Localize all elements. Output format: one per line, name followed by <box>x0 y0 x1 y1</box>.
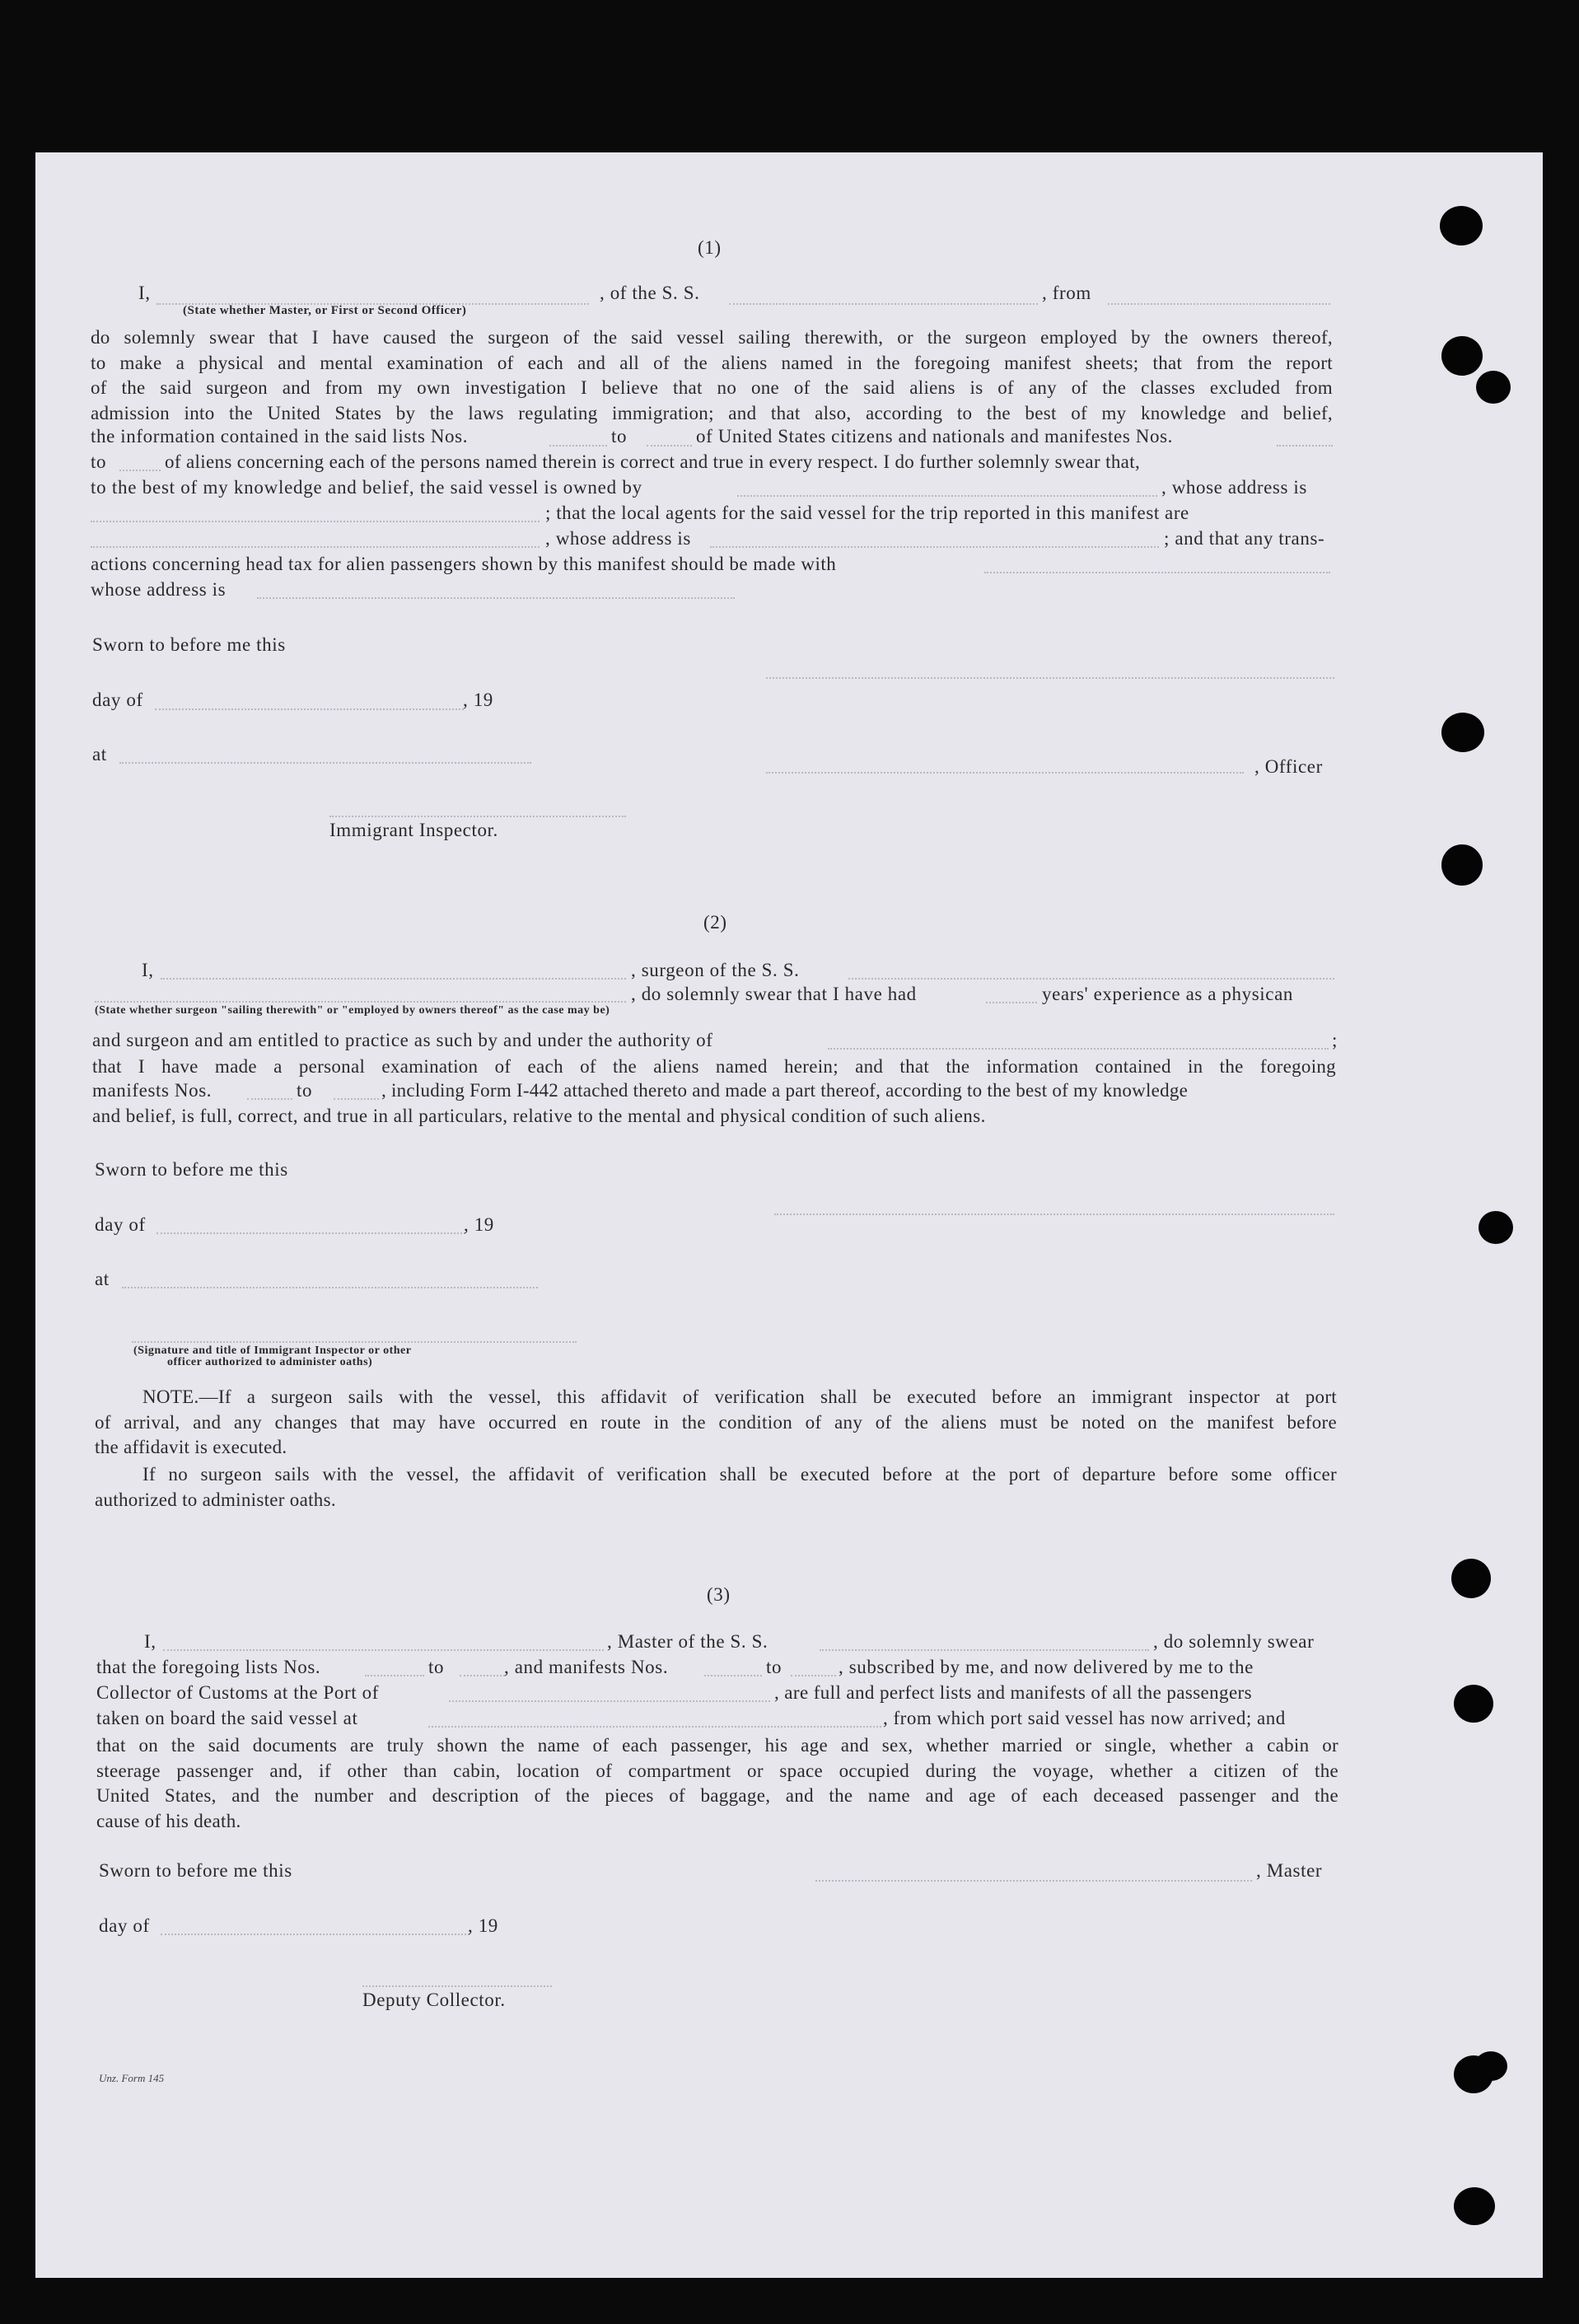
surgeon-type-note: (State whether surgeon "sailing therewith" or "employed by owners thereof" as the case may be) <box>95 1004 610 1017</box>
foregoing-text: that the foregoing lists Nos. <box>96 1657 321 1677</box>
section-1-body <box>91 325 1333 426</box>
punch-hole <box>1441 336 1483 376</box>
note-line: of arrival, and any changes that may have occurred en route in the condition of any of the aliens must be noted on the manifest before <box>95 1411 1337 1433</box>
day-field[interactable] <box>155 708 464 710</box>
full-perfect-text: , are full and perfect lists and manifests of all the passengers <box>774 1682 1252 1703</box>
officer-rank-note: (State whether Master, or First or Second Officer) <box>183 304 467 317</box>
to-label: to <box>297 1080 313 1101</box>
punch-hole <box>1441 844 1483 886</box>
local-agents-text: ; that the local agents for the said vessel for the trip reported in this manifest are <box>545 503 1189 523</box>
agents-address-field[interactable] <box>710 546 1159 548</box>
collector-text: Collector of Customs at the Port of <box>96 1682 379 1703</box>
owner-address-field[interactable] <box>91 521 540 522</box>
signature-field[interactable] <box>766 677 1334 679</box>
surgeon-of-label: , surgeon of the S. S. <box>631 960 800 980</box>
place-field[interactable] <box>119 762 531 764</box>
deputy-signature-field[interactable] <box>362 1985 552 1987</box>
body-line: admission into the United States by the laws regulating immigration; and that also, according to the best of my knowledge and belief, <box>91 402 1333 423</box>
body-line: United States, and the number and description of the pieces of baggage, and the name and age of each deceased passenger and the <box>96 1785 1338 1806</box>
no-surgeon-note <box>95 1462 1337 1513</box>
including-text: , including Form I-442 attached thereto and made a part thereof, according to the best of my knowledge <box>381 1080 1189 1101</box>
officer-signature-field[interactable] <box>766 772 1244 774</box>
section-2-number: (2) <box>703 912 727 933</box>
deputy-collector-label: Deputy Collector. <box>362 1990 506 2010</box>
body-line: that I have made a personal examination of each of the aliens named herein; and that the information contained in the foregoing <box>92 1056 1336 1077</box>
lists-to-field[interactable] <box>647 445 692 447</box>
section-1-i: I, <box>138 283 151 303</box>
punch-hole <box>1476 371 1511 404</box>
surgeon-note <box>95 1385 1337 1461</box>
surgeon-type-field[interactable] <box>95 1001 626 1003</box>
sworn-label: Sworn to before me this <box>95 1159 288 1180</box>
lists-from-field-3[interactable] <box>365 1675 424 1676</box>
day-of-label: day of <box>92 690 143 710</box>
info-text-b: of United States citizens and nationals and manifestes Nos. <box>696 426 1173 447</box>
years-text: years' experience as a physican <box>1042 984 1293 1004</box>
head-tax-address-field[interactable] <box>257 597 735 599</box>
of-ss-label: , of the S. S. <box>600 283 700 303</box>
authority-text: and surgeon and am entitled to practice as such by and under the authority of <box>92 1030 713 1050</box>
master-signature-field[interactable] <box>815 1880 1252 1882</box>
whose-address-label: whose address is <box>91 579 227 600</box>
manifests-to-field[interactable] <box>119 470 161 471</box>
lists-from-field[interactable] <box>549 445 607 447</box>
punch-hole <box>1454 1685 1493 1723</box>
section-3-number: (3) <box>707 1584 731 1605</box>
to-label: to <box>611 426 628 447</box>
day-field-2[interactable] <box>156 1232 465 1234</box>
years-field[interactable] <box>986 1002 1037 1003</box>
year-label: , 19 <box>464 1214 494 1235</box>
officer-label: , Officer <box>1254 756 1323 777</box>
departure-port-field[interactable] <box>428 1726 881 1728</box>
to-label: to <box>428 1657 445 1677</box>
day-of-label: day of <box>99 1915 150 1936</box>
punch-hole <box>1479 1211 1513 1244</box>
body-line: of the said surgeon and from my own investigation I believe that no one of the said aliens is of any of the classes excluded from <box>91 377 1333 398</box>
aliens-text: of aliens concerning each of the persons named therein is correct and true in every respect. I do further solemnly swear that, <box>165 451 1141 472</box>
section-3-i: I, <box>144 1631 156 1652</box>
vessel-name-field-2[interactable] <box>848 978 1334 980</box>
punch-hole <box>1474 2051 1507 2081</box>
note-line: If no surgeon sails with the vessel, the affidavit of verification shall be executed before at the port of departure before some officer <box>142 1464 1337 1485</box>
whose-address-label: , whose address is <box>545 528 691 549</box>
at-label: at <box>92 744 107 765</box>
at-label: at <box>95 1269 110 1289</box>
port-field[interactable] <box>449 1700 770 1702</box>
from-which-text: , from which port said vessel has now arrived; and <box>883 1708 1286 1728</box>
manifests-from-field-3[interactable] <box>704 1675 762 1676</box>
vessel-name-field[interactable] <box>729 303 1038 305</box>
punch-hole <box>1451 1559 1491 1598</box>
sworn-label: Sworn to before me this <box>92 634 286 655</box>
to-label: to <box>766 1657 782 1677</box>
master-name-field[interactable] <box>163 1649 604 1651</box>
semicolon: ; <box>1332 1030 1338 1050</box>
swear-text: , do solemnly swear <box>1153 1631 1315 1652</box>
punch-hole <box>1440 206 1483 245</box>
note-line: authorized to administer oaths. <box>95 1489 336 1510</box>
punch-hole <box>1441 713 1484 752</box>
punch-hole <box>1454 2187 1495 2225</box>
manifests-from-field[interactable] <box>1277 445 1333 447</box>
section-2-i: I, <box>142 960 154 980</box>
day-of-label: day of <box>95 1214 146 1235</box>
inspector-signature-field[interactable] <box>329 816 626 817</box>
agents-field[interactable] <box>91 546 540 548</box>
master-label: , Master <box>1256 1860 1323 1881</box>
signature-note: (Signature and title of Immigrant Inspector or other <box>133 1344 412 1357</box>
any-trans-text: ; and that any trans- <box>1164 528 1325 549</box>
form-number: Unz. Form 145 <box>99 2072 165 2084</box>
year-label: , 19 <box>468 1915 498 1936</box>
taken-text: taken on board the said vessel at <box>96 1708 358 1728</box>
note-line: the affidavit is executed. <box>95 1437 287 1457</box>
master-of-label: , Master of the S. S. <box>607 1631 768 1652</box>
surgeon-name-field[interactable] <box>161 978 626 980</box>
from-port-field[interactable] <box>1108 303 1330 305</box>
lists-to-field-3[interactable] <box>460 1675 505 1676</box>
body-line: to make a physical and mental examination of each and all of the aliens named in the foregoing manifest sheets; that from the report <box>91 352 1333 373</box>
day-field-3[interactable] <box>161 1934 469 1935</box>
owned-by-text: to the best of my knowledge and belief, the said vessel is owned by <box>91 477 642 498</box>
sworn-label: Sworn to before me this <box>99 1860 292 1881</box>
head-tax-field[interactable] <box>984 572 1330 573</box>
body-line: that on the said documents are truly shown the name of each passenger, his age and sex, whether married or single, whether a cabin or <box>96 1735 1338 1756</box>
and-manifests-text: , and manifests Nos. <box>504 1657 669 1677</box>
body-line: cause of his death. <box>96 1810 241 1831</box>
signature-field-2[interactable] <box>774 1213 1334 1215</box>
authority-field[interactable] <box>828 1048 1329 1050</box>
manifests-from-field-2[interactable] <box>247 1098 292 1100</box>
body-line: do solemnly swear that I have caused the surgeon of the said vessel sailing therewith, or the surgeon employed by the owners thereof, <box>91 327 1333 348</box>
place-field-2[interactable] <box>122 1287 538 1288</box>
year-label: , 19 <box>463 690 493 710</box>
section-3-body <box>96 1733 1338 1834</box>
body-line: steerage passenger and, if other than cabin, location of compartment or space occupied during the voyage, whether a citizen of the <box>96 1760 1338 1781</box>
manifests-to-field-3[interactable] <box>791 1675 836 1676</box>
belief-text: and belief, is full, correct, and true in all particulars, relative to the mental and physical condition of such aliens. <box>92 1106 986 1126</box>
swear-text: , do solemnly swear that I have had <box>631 984 917 1004</box>
subscribed-text: , subscribed by me, and now delivered by me to the <box>839 1657 1254 1677</box>
signature-note: officer authorized to administer oaths) <box>167 1356 373 1368</box>
inspector-signature-field-2[interactable] <box>132 1341 577 1343</box>
section-1-number: (1) <box>698 237 722 258</box>
whose-address-label: , whose address is <box>1161 477 1307 498</box>
manifests-label: manifests Nos. <box>92 1080 213 1101</box>
to-label: to <box>91 451 107 472</box>
manifests-to-field-2[interactable] <box>334 1098 379 1100</box>
actions-text: actions concerning head tax for alien passengers shown by this manifest should be made with <box>91 554 837 574</box>
vessel-name-field-3[interactable] <box>820 1649 1149 1651</box>
from-label: , from <box>1042 283 1091 303</box>
section-2-body <box>92 1054 1336 1080</box>
info-text: the information contained in the said lists Nos. <box>91 426 469 447</box>
owner-field[interactable] <box>737 495 1157 497</box>
immigrant-inspector-label: Immigrant Inspector. <box>329 820 498 840</box>
note-line: NOTE.—If a surgeon sails with the vessel, this affidavit of verification shall be executed before an immigrant inspector at port <box>142 1386 1337 1407</box>
